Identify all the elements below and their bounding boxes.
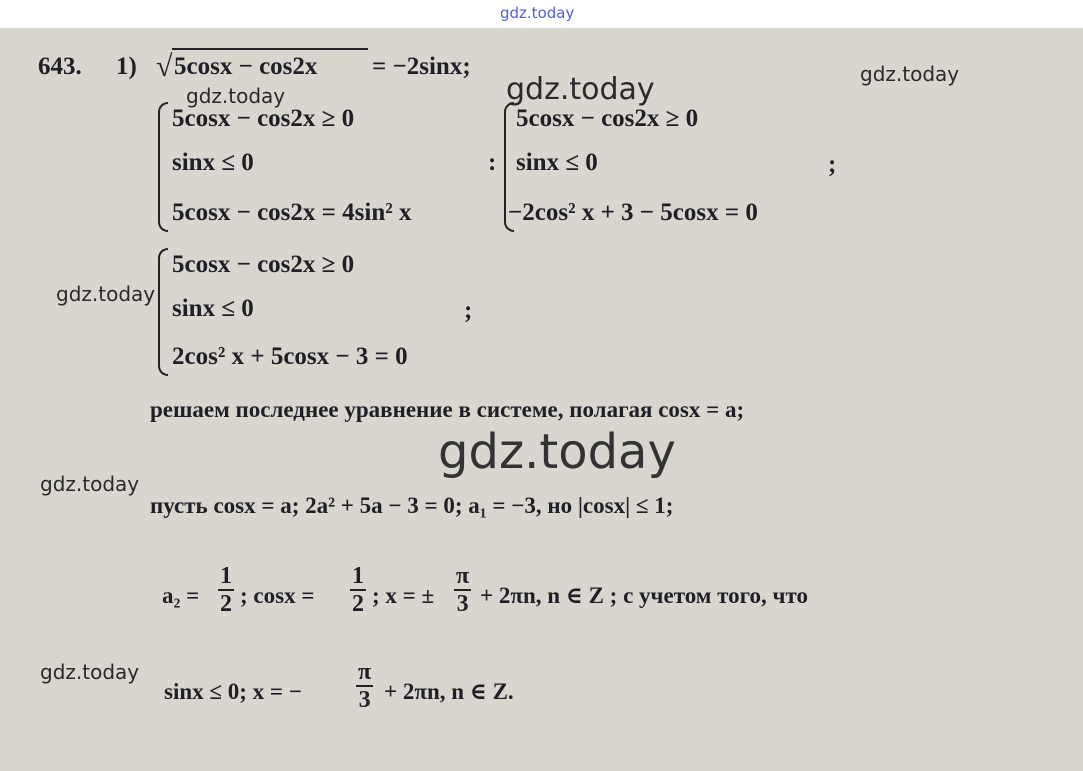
watermark-top: gdz.today — [500, 4, 575, 22]
line-solve: решаем последнее уравнение в системе, полагая cosx = a; — [150, 397, 745, 422]
watermark-left-low: gdz.today — [40, 660, 140, 684]
a2-mid2: ; x = ± — [372, 583, 435, 608]
system1-left-line2: sinx ≤ 0 — [172, 149, 254, 176]
watermark-left-mid: gdz.today — [40, 472, 140, 496]
fraction-2 — [350, 564, 366, 618]
line-let: пусть cosx = a; 2a² + 5a − 3 = 0; a₁ = −3, но |cosx| ≤ 1; — [150, 493, 674, 518]
a2-lhs: a₂ = — [162, 583, 200, 608]
watermark-system1: gdz.today — [186, 84, 286, 108]
system1-left-line1: 5cosx − cos2x ≥ 0 — [172, 105, 355, 132]
watermark-system2: gdz.today — [56, 282, 156, 306]
system2-line2: sinx ≤ 0 — [172, 295, 254, 322]
system1-left-line3: 5cosx − cos2x = 4sin² x — [172, 199, 412, 226]
problem-number: 643. — [38, 53, 82, 80]
fraction-2-numerator: 1 — [350, 564, 366, 591]
equation-radicand: 5cosx − cos2x — [174, 53, 318, 80]
final-tail: + 2πn, n ∈ Z. — [384, 679, 514, 704]
system1-left-brace — [158, 102, 168, 232]
a2-tail: + 2πn, n ∈ Z ; с учетом того, что — [480, 583, 809, 608]
fraction-2-denominator: 2 — [352, 591, 364, 618]
final-lhs: sinx ≤ 0; x = − — [164, 679, 302, 704]
problem-part: 1) — [116, 53, 137, 80]
system1-right-line3: −2cos² x + 3 − 5cosx = 0 — [508, 199, 758, 226]
fraction-1-numerator: 1 — [218, 564, 234, 591]
system2-line3: 2cos² x + 5cosx − 3 = 0 — [172, 343, 408, 370]
radical-bar — [172, 48, 368, 50]
watermark-right-upper: gdz.today — [860, 62, 960, 86]
system-colon: : — [488, 149, 497, 176]
fraction-4 — [356, 660, 373, 714]
semicolon-2: ; — [464, 297, 473, 324]
fraction-3-numerator: π — [454, 564, 471, 591]
equation-rhs: = −2sinx; — [372, 53, 471, 80]
fraction-1 — [218, 564, 234, 618]
system2-brace — [158, 248, 168, 376]
a2-mid: ; cosx = — [240, 583, 315, 608]
system1-right-line2: sinx ≤ 0 — [516, 149, 598, 176]
watermark-center: gdz.today — [438, 424, 676, 480]
radical-sign: √ — [156, 50, 173, 83]
system2-line1: 5cosx − cos2x ≥ 0 — [172, 251, 355, 278]
fraction-1-denominator: 2 — [220, 591, 232, 618]
watermark-system1-mid: gdz.today — [506, 72, 655, 107]
fraction-3-denominator: 3 — [456, 591, 469, 618]
fraction-3 — [454, 564, 471, 618]
textbook-page — [0, 28, 1083, 771]
semicolon-1: ; — [828, 151, 837, 178]
fraction-4-denominator: 3 — [358, 687, 371, 714]
fraction-4-numerator: π — [356, 660, 373, 687]
system1-right-line1: 5cosx − cos2x ≥ 0 — [516, 105, 699, 132]
